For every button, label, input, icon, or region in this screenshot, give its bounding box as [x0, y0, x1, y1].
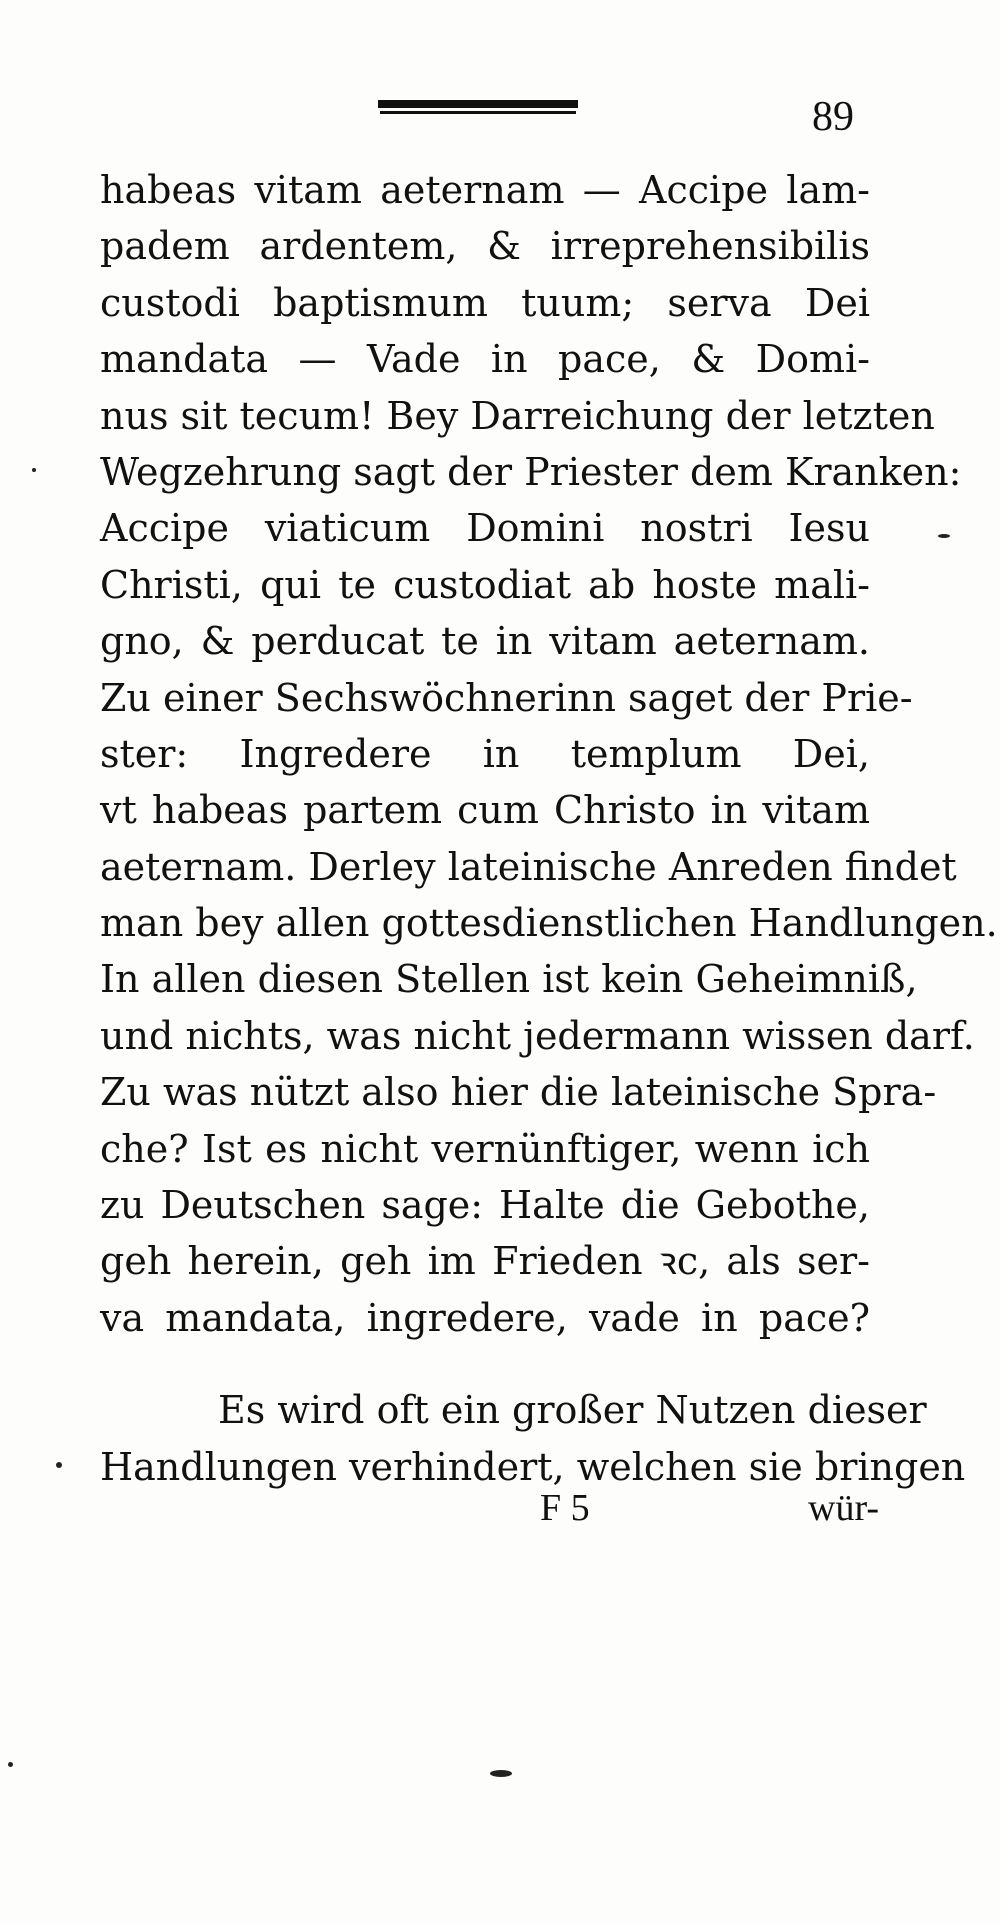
body-text	[100, 162, 998, 1495]
text-line: In allen diesen Stellen ist kein Geheimniß,	[100, 957, 918, 1002]
paragraph-gap	[100, 1346, 870, 1382]
text-line: vt habeas partem cum Christo in vitam	[100, 788, 870, 833]
text-line: aeternam. Derley lateinische Anreden findet	[100, 844, 957, 889]
text-line: Wegzehrung sagt der Priester dem Kranken:	[100, 449, 962, 494]
scan-speck	[56, 1462, 62, 1468]
scan-speck	[938, 534, 950, 538]
text-line: nus sit tecum! Bey Darreichung der letzten	[100, 393, 935, 438]
text-line: Accipe viaticum Domini nostri Iesu	[100, 506, 870, 551]
signature-mark: F 5	[540, 1487, 590, 1529]
scan-speck	[490, 1770, 512, 1777]
scan-speck	[32, 468, 36, 472]
text-line: custodi baptismum tuum; serva Dei	[100, 280, 870, 325]
text-line: gno, & perducat te in vitam aeternam.	[100, 619, 870, 664]
text-line: Zu einer Sechswöchnerinn saget der Prie-	[100, 675, 913, 720]
scan-speck	[8, 1762, 13, 1767]
text-line: che? Ist es nicht vernünftiger, wenn ich	[100, 1126, 870, 1171]
text-line: zu Deutschen sage: Halte die Gebothe,	[100, 1183, 870, 1228]
text-line: habeas vitam aeternam — Accipe lam-	[100, 168, 870, 212]
text-line: padem ardentem, & irreprehensibilis	[100, 224, 870, 269]
page-number: 89	[812, 94, 854, 140]
text-line: ster: Ingredere in templum Dei,	[100, 731, 870, 776]
text-line: und nichts, was nicht jedermann wissen darf.	[100, 1013, 975, 1058]
text-line: Zu was nützt also hier die lateinische Spra-	[100, 1070, 937, 1115]
header-rule-thin	[380, 111, 576, 114]
catchword: wür-	[808, 1487, 879, 1529]
header-rule-thick	[378, 100, 578, 108]
text-line: Christi, qui te custodiat ab hoste mali-	[100, 562, 870, 607]
text-line: Es wird oft ein großer Nutzen dieser	[218, 1388, 927, 1433]
text-line: mandata — Vade in pace, & Domi-	[100, 337, 870, 382]
text-line: geh herein, geh im Frieden ꝛc, als ser-	[100, 1239, 870, 1284]
text-line: man bey allen gottesdienstlichen Handlungen.	[100, 901, 998, 946]
text-line: Handlungen verhindert, welchen sie bringen	[100, 1444, 966, 1489]
page-footer	[0, 1480, 1000, 1536]
header-rule	[378, 100, 578, 116]
text-line: va mandata, ingredere, vade in pace?	[100, 1295, 870, 1340]
